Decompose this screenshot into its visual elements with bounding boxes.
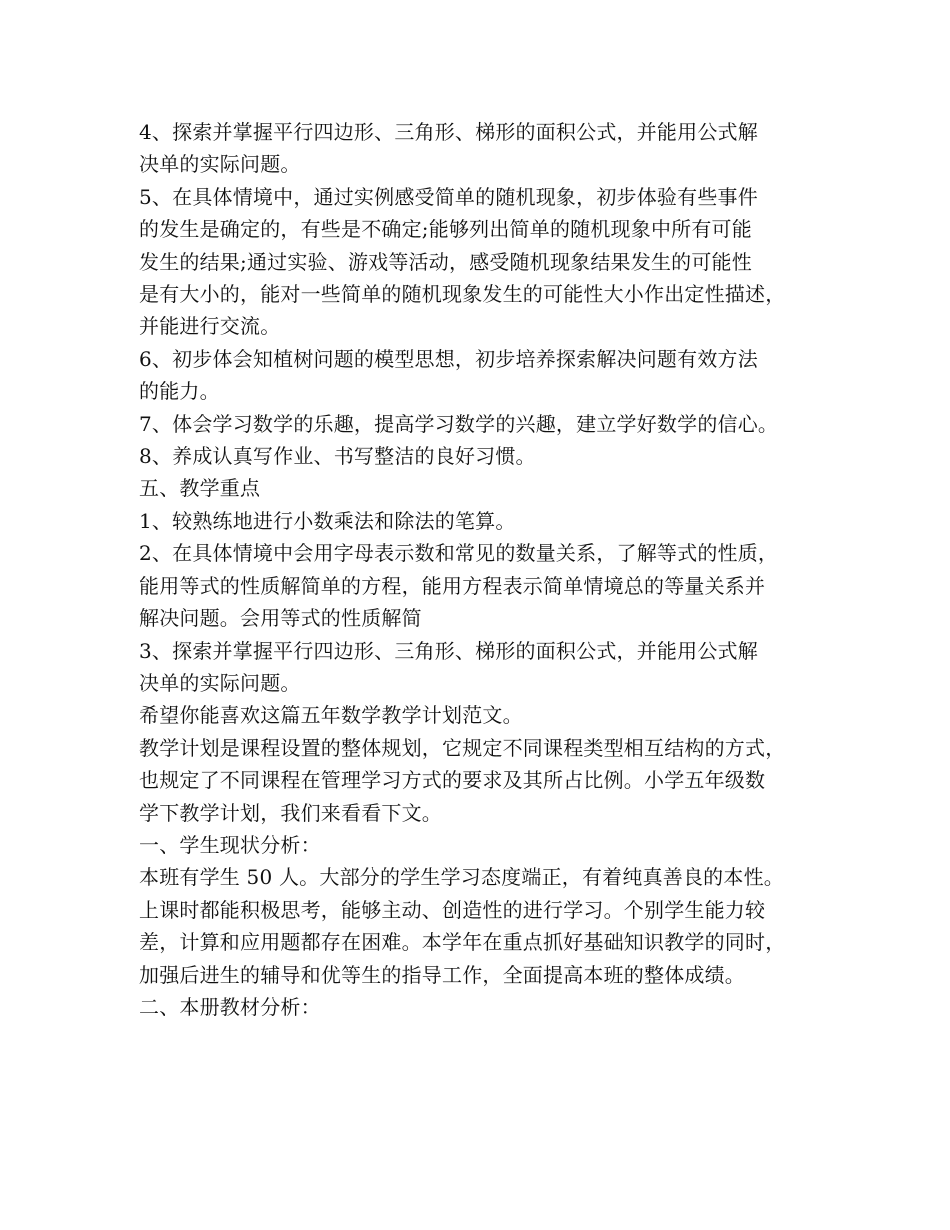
text-line: 能用等式的性质解简单的方程，能用方程表示简单情境总的等量关系并 — [139, 573, 766, 598]
text-line: 教学计划是课程设置的整体规划，它规定不同课程类型相互结构的方式， — [139, 735, 786, 760]
text-line: 是有大小的，能对一些简单的随机现象发生的可能性大小作出定性描述， — [139, 282, 786, 307]
text-line: 6、初步体会知植树问题的模型思想，初步培养探索解决问题有效方法 — [139, 346, 758, 371]
text-line: 8、养成认真写作业、书写整洁的良好习惯。 — [139, 444, 536, 469]
text-line: 并能进行交流。 — [139, 314, 281, 339]
text-line: 也规定了不同课程在管理学习方式的要求及其所占比例。小学五年级数 — [139, 768, 766, 793]
section-heading: 五、教学重点 — [139, 476, 261, 501]
text-line: 的能力。 — [139, 379, 220, 404]
text-line: 发生的结果;通过实验、游戏等活动，感受随机现象结果发生的可能性 — [139, 249, 752, 274]
section-heading: 一、学生现状分析： — [139, 832, 321, 857]
text-line: 差，计算和应用题都存在困难。本学年在重点抓好基础知识教学的同时， — [139, 930, 786, 955]
text-line: 希望你能喜欢这篇五年数学教学计划范文。 — [139, 703, 523, 728]
text-line: 的发生是确定的，有些是不确定;能够列出简单的随机现象中所有可能 — [139, 217, 752, 242]
text-line: 学下教学计划，我们来看看下文。 — [139, 800, 442, 825]
text-line: 5、在具体情境中，通过实例感受简单的随机现象，初步体验有些事件 — [139, 184, 758, 209]
text-line: 2、在具体情境中会用字母表示数和常见的数量关系，了解等式的性质， — [139, 541, 779, 566]
text-line: 上课时都能积极思考，能够主动、创造性的进行学习。个别学生能力较 — [139, 897, 766, 922]
text-line: 4、探索并掌握平行四边形、三角形、梯形的面积公式，并能用公式解 — [139, 120, 758, 144]
document-body — [139, 116, 829, 1023]
text-line: 1、较熟练地进行小数乘法和除法的笔算。 — [139, 508, 516, 533]
text-line: 解决问题。会用等式的性质解简 — [139, 606, 422, 631]
section-heading: 二、本册教材分析： — [139, 994, 321, 1019]
text-line: 7、体会学习数学的乐趣，提高学习数学的兴趣，建立学好数学的信心。 — [139, 411, 779, 436]
text-line: 决单的实际问题。 — [139, 670, 301, 695]
text-line: 加强后进生的辅导和优等生的指导工作，全面提高本班的整体成绩。 — [139, 962, 745, 987]
text-line: 本班有学生 50 人。大部分的学生学习态度端正，有着纯真善良的本性。 — [139, 865, 784, 890]
text-line: 3、探索并掌握平行四边形、三角形、梯形的面积公式，并能用公式解 — [139, 638, 758, 663]
text-line: 决单的实际问题。 — [139, 152, 301, 177]
